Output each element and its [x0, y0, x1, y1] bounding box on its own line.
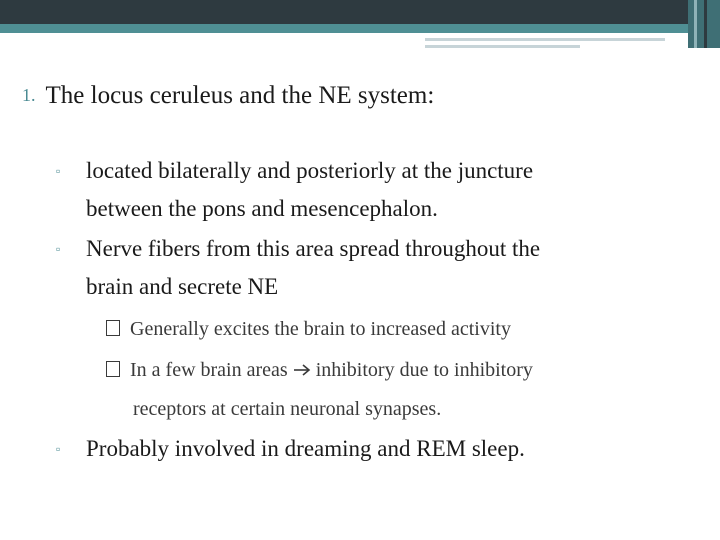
top-decor-bar	[0, 0, 720, 24]
bullet-square-icon: ▫	[56, 164, 61, 178]
decor-line-long	[425, 38, 665, 41]
sub-item-text: Generally excites the brain to increased activity	[130, 318, 511, 340]
checkbox-square-icon	[106, 361, 120, 377]
bullet-line: located bilaterally and posteriorly at the juncture	[86, 158, 534, 183]
bullet-text	[86, 152, 533, 228]
right-arrow-icon	[293, 359, 316, 381]
sub-item-continuation	[133, 389, 441, 429]
sub-item-text: receptors at certain neuronal synapses.	[133, 398, 442, 420]
bullet-line: between the pons and mesencephalon.	[86, 196, 438, 221]
bullet-line: brain and secrete NE	[86, 274, 279, 299]
sub-item-text: In a few brain areas	[130, 359, 288, 381]
bullet-square-icon: ▫	[56, 442, 61, 456]
bullet-text	[86, 230, 540, 306]
sub-item	[106, 350, 533, 390]
corner-decor	[688, 0, 720, 48]
slide-title	[22, 78, 434, 113]
corner-stripe	[704, 0, 707, 48]
bullet-square-icon: ▫	[56, 242, 61, 256]
corner-stripe	[694, 0, 697, 48]
bullet-text	[86, 430, 525, 468]
sub-item-text: inhibitory due to inhibitory	[315, 359, 533, 381]
bullet-line: Probably involved in dreaming and REM sleep.	[86, 436, 525, 461]
decor-line-short	[425, 45, 580, 48]
checkbox-square-icon	[106, 320, 120, 336]
bullet-line: Nerve fibers from this area spread throughout the	[86, 236, 541, 261]
sub-item	[106, 309, 511, 349]
title-number: 1.	[22, 85, 36, 105]
title-text: The locus ceruleus and the NE system:	[45, 82, 435, 109]
teal-accent-band	[0, 24, 720, 33]
